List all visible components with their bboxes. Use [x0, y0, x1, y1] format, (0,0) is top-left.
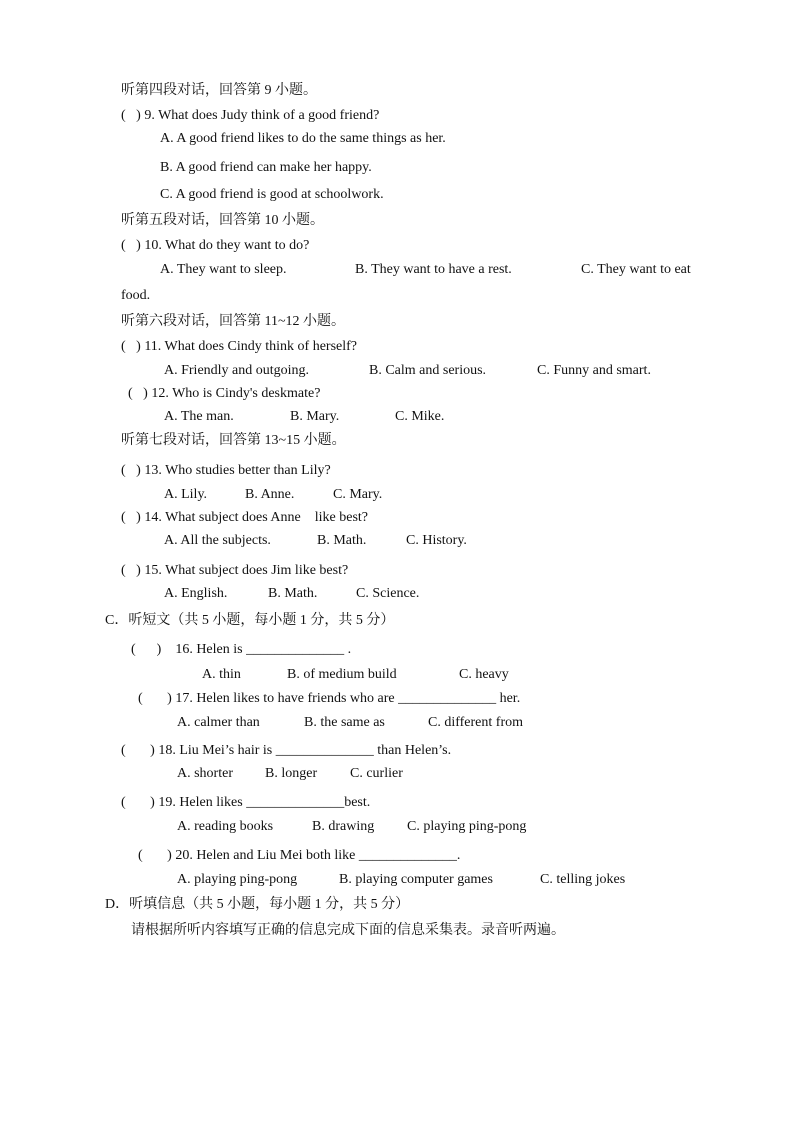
question-9: ( ) 9. What does Judy think of a good friend? [121, 108, 380, 123]
q19-option-c: C. playing ping-pong [407, 819, 527, 834]
question-12: ( ) 12. Who is Cindy's deskmate? [128, 386, 321, 401]
q12-option-b: B. Mary. [290, 409, 340, 424]
q18-option-a: A. shorter [177, 766, 233, 781]
section-header-part6: 听第六段对话，回答第 11~12 小题。 [121, 314, 346, 329]
q10-option-a: A. They want to sleep. [160, 262, 287, 277]
q15-option-c: C. Science. [356, 586, 420, 601]
q10-option-c-continued: food. [121, 288, 151, 303]
q15-option-a: A. English. [164, 586, 228, 601]
question-16: ( ) 16. Helen is ______________ . [131, 642, 352, 657]
question-15: ( ) 15. What subject does Jim like best? [121, 563, 349, 578]
q20-option-c: C. telling jokes [540, 872, 626, 887]
q18-option-c: C. curlier [350, 766, 403, 781]
question-14: ( ) 14. What subject does Anne like best? [121, 510, 369, 525]
question-11: ( ) 11. What does Cindy think of herself? [121, 339, 358, 354]
q17-option-a: A. calmer than [177, 715, 260, 730]
q13-option-a: A. Lily. [164, 487, 208, 502]
q14-option-b: B. Math. [317, 533, 367, 548]
section-d-header: D．听填信息（共 5 小题，每小题 1 分，共 5 分） [105, 897, 410, 912]
question-10: ( ) 10. What do they want to do? [121, 238, 310, 253]
section-header-part5: 听第五段对话，回答第 10 小题。 [121, 213, 324, 228]
q17-option-b: B. the same as [304, 715, 385, 730]
q11-option-a: A. Friendly and outgoing. [164, 363, 310, 378]
question-19: ( ) 19. Helen likes ______________best. [121, 795, 371, 810]
q13-option-c: C. Mary. [333, 487, 383, 502]
q11-option-c: C. Funny and smart. [537, 363, 651, 378]
q10-option-b: B. They want to have a rest. [355, 262, 512, 277]
q9-option-b: B. A good friend can make her happy. [160, 160, 372, 175]
q13-option-b: B. Anne. [245, 487, 295, 502]
q12-option-c: C. Mike. [395, 409, 445, 424]
q12-option-a: A. The man. [164, 409, 234, 424]
question-13: ( ) 13. Who studies better than Lily? [121, 463, 331, 478]
question-20: ( ) 20. Helen and Liu Mei both like ______________. [138, 848, 461, 863]
section-header-part4: 听第四段对话，回答第 9 小题。 [121, 83, 317, 98]
section-header-part7: 听第七段对话，回答第 13~15 小题。 [121, 433, 346, 448]
q20-option-a: A. playing ping-pong [177, 872, 298, 887]
q20-option-b: B. playing computer games [339, 872, 493, 887]
q14-option-a: A. All the subjects. [164, 533, 271, 548]
section-d-instruction: 请根据所听内容填写正确的信息完成下面的信息采集表。录音听两遍。 [131, 923, 565, 938]
q9-option-a: A. A good friend likes to do the same things as her. [160, 131, 446, 146]
q15-option-b: B. Math. [268, 586, 318, 601]
q19-option-b: B. drawing [312, 819, 375, 834]
q10-option-c: C. They want to eat [581, 262, 691, 277]
question-17: ( ) 17. Helen likes to have friends who are ______________ her. [138, 691, 521, 706]
q11-option-b: B. Calm and serious. [369, 363, 487, 378]
q17-option-c: C. different from [428, 715, 523, 730]
q18-option-b: B. longer [265, 766, 318, 781]
q16-option-c: C. heavy [459, 667, 509, 682]
question-18: ( ) 18. Liu Mei’s hair is ______________ than Helen’s. [121, 743, 452, 758]
section-c-header: C．听短文（共 5 小题，每小题 1 分，共 5 分） [105, 613, 395, 628]
q9-option-c: C. A good friend is good at schoolwork. [160, 187, 384, 202]
q16-option-a: A. thin [202, 667, 241, 682]
q16-option-b: B. of medium build [287, 667, 397, 682]
q19-option-a: A. reading books [177, 819, 274, 834]
q14-option-c: C. History. [406, 533, 467, 548]
